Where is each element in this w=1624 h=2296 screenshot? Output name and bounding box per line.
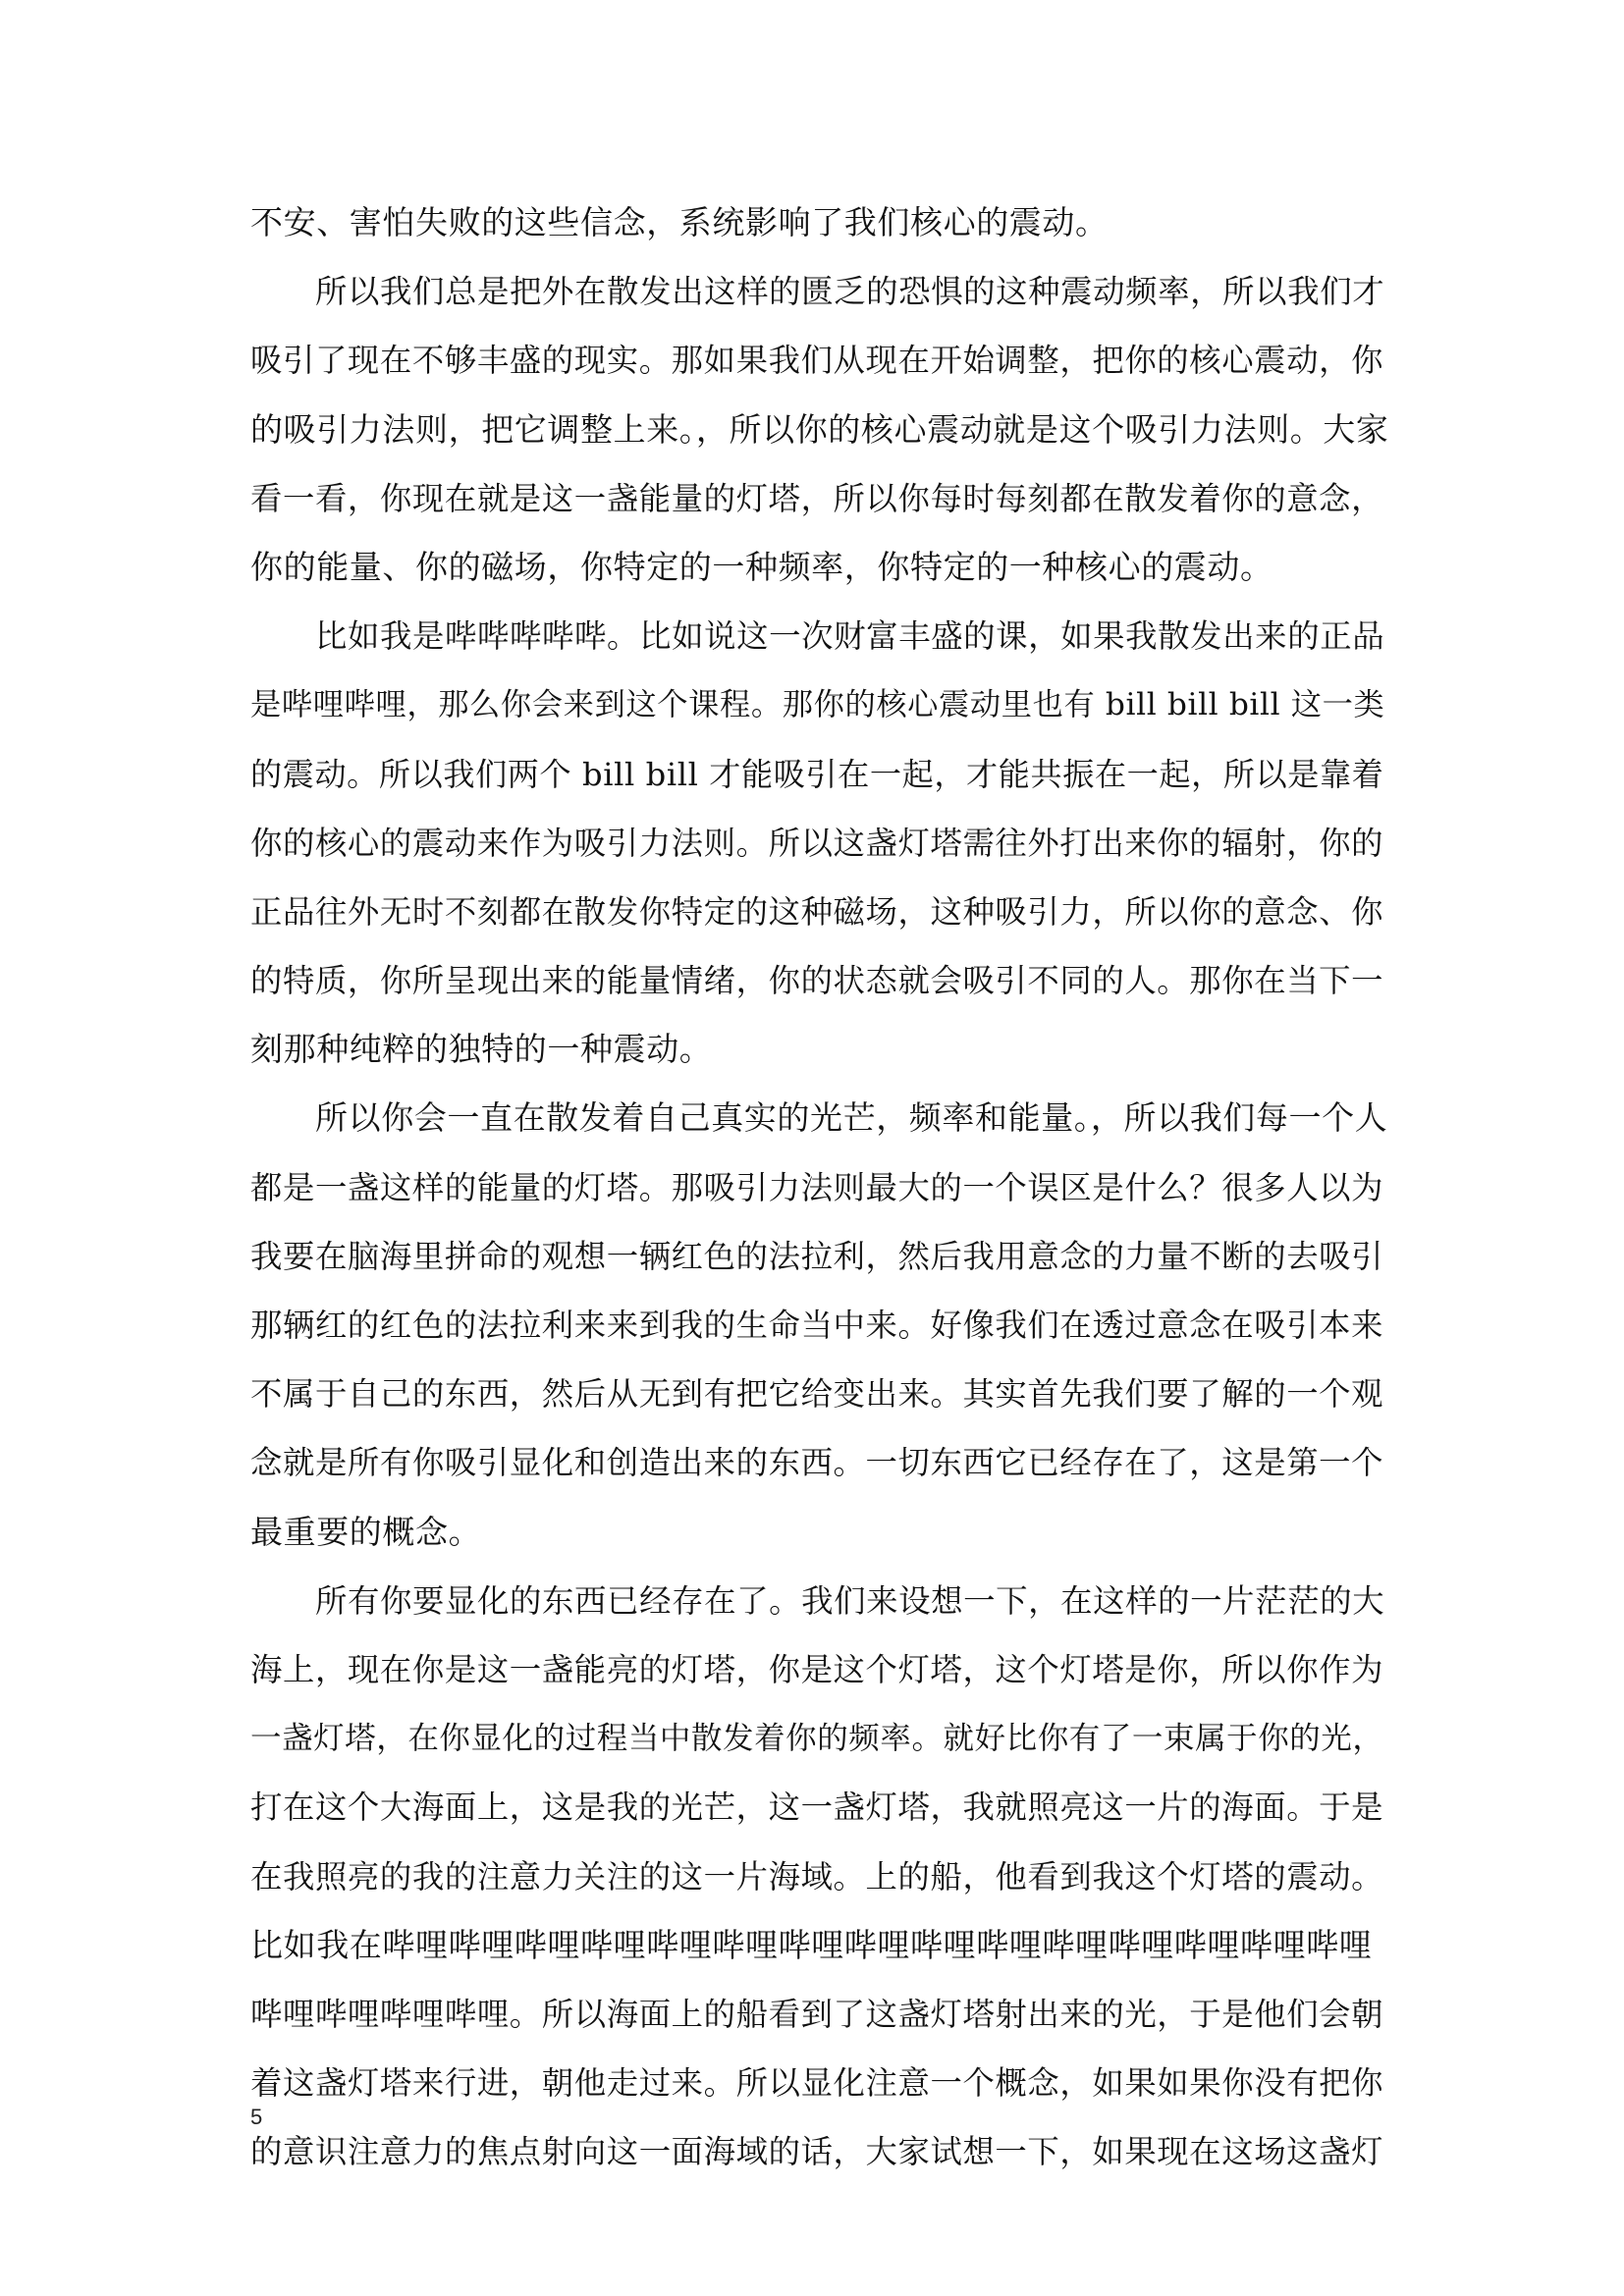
text-line: 所以我们总是把外在散发出这样的匮乏的恐惧的这种震动频率，所以我们才 (315, 273, 1385, 311)
text-line: 海上，现在你是这一盏能亮的灯塔，你是这个灯塔，这个灯塔是你，所以你作为 (250, 1650, 1384, 1688)
text-line: 正品往外无时不刻都在散发你特定的这种磁场，这种吸引力，所以你的意念、你 (250, 892, 1384, 931)
text-line: 着这盏灯塔来行进，朝他走过来。所以显化注意一个概念，如果如果你没有把你 (250, 2064, 1384, 2103)
text-line: 的吸引力法则，把它调整上来。，所以你的核心震动就是这个吸引力法则。大家 (250, 409, 1389, 449)
text-line: 我要在脑海里拼命的观想一辆红色的法拉利，然后我用意念的力量不断的去吸引 (250, 1237, 1384, 1275)
text-line: 你的能量、你的磁场，你特定的一种频率，你特定的一种核心的震动。 (250, 547, 1273, 586)
text-line: 那辆红的红色的法拉利来来到我的生命当中来。好像我们在透过意念在吸引本来 (250, 1307, 1384, 1344)
text-line: 是哔哩哔哩，那么你会来到这个课程。那你的核心震动里也有 bill bill bill 这一类 (250, 687, 1385, 723)
text-line: 你的核心的震动来作为吸引力法则。所以这盏灯塔需往外打出来你的辐射，你的 (250, 824, 1384, 862)
body-text (250, 188, 1389, 2186)
text-line: 吸引了现在不够丰盛的现实。那如果我们从现在开始调整，把你的核心震动，你 (250, 342, 1384, 380)
page-number: 5 (250, 2105, 263, 2129)
text-line: 不安、害怕失败的这些信念，系统影响了我们核心的震动。 (250, 203, 1109, 241)
text-line: 在我照亮的我的注意力关注的这一片海域。上的船，他看到我这个灯塔的震动。 (250, 1857, 1384, 1896)
text-line: 念就是所有你吸引显化和创造出来的东西。一切东西它已经存在了，这是第一个 (250, 1444, 1384, 1482)
text-line: 打在这个大海面上，这是我的光芒，这一盏灯塔，我就照亮这一片的海面。于是 (250, 1789, 1384, 1827)
text-line: 都是一盏这样的能量的灯塔。那吸引力法则最大的一个误区是什么？很多人以为 (250, 1168, 1384, 1206)
text-line: 的意识注意力的焦点射向这一面海域的话，大家试想一下，如果现在这场这盏灯 (250, 2133, 1384, 2171)
text-line: 不属于自己的东西，然后从无到有把它给变出来。其实首先我们要了解的一个观 (250, 1375, 1384, 1414)
text-line: 的特质，你所呈现出来的能量情绪，你的状态就会吸引不同的人。那你在当下一 (250, 962, 1384, 1000)
text-line: 的震动。所以我们两个 bill bill 才能吸引在一起，才能共振在一起，所以是靠着 (250, 755, 1384, 793)
text-line: 哔哩哔哩哔哩哔哩。所以海面上的船看到了这盏灯塔射出来的光，于是他们会朝 (250, 1995, 1384, 2033)
text-line: 比如我是哔哔哔哔哔。比如说这一次财富丰盛的课，如果我散发出来的正品 (315, 617, 1385, 656)
text-line: 所以你会一直在散发着自己真实的光芒，频率和能量。，所以我们每一个人 (315, 1098, 1388, 1138)
text-line: 比如我在哔哩哔哩哔哩哔哩哔哩哔哩哔哩哔哩哔哩哔哩哔哩哔哩哔哩哔哩哔哩 (250, 1925, 1373, 1964)
text-line: 最重要的概念。 (250, 1512, 482, 1551)
text-line: 一盏灯塔，在你显化的过程当中散发着你的频率。就好比你有了一束属于你的光， (250, 1721, 1384, 1757)
text-line: 刻那种纯粹的独特的一种震动。 (250, 1030, 713, 1069)
text-line: 看一看，你现在就是这一盏能量的灯塔，所以你每时每刻都在散发着你的意念， (250, 479, 1384, 517)
text-line: 所有你要显化的东西已经存在了。我们来设想一下，在这样的一片茫茫的大 (315, 1581, 1385, 1620)
